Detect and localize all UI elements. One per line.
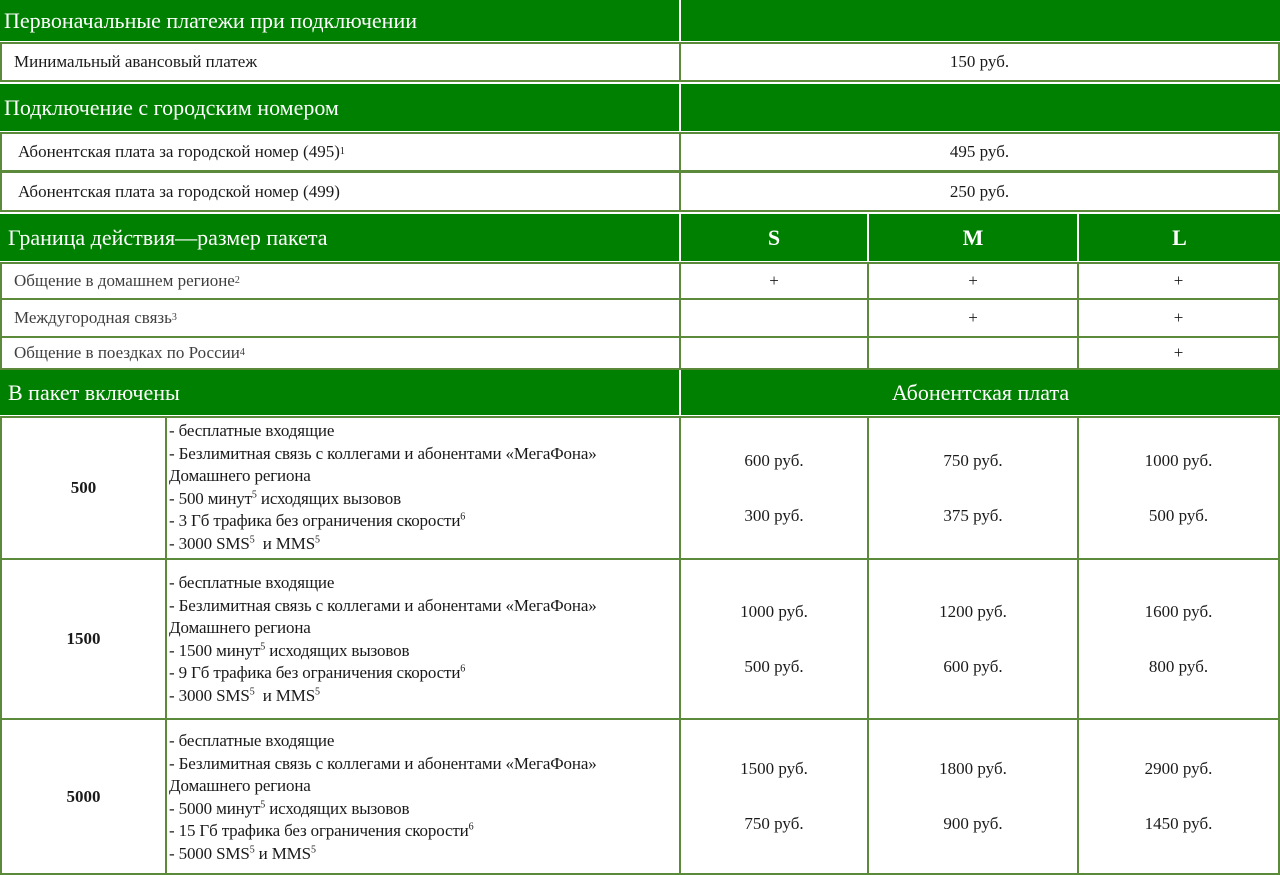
package-500-feature-unlimited: - Безлимитная связь с коллегами и абонентами «МегаФона» xyxy=(169,443,597,463)
scope-travel-label: Общение в поездках по России 4 xyxy=(0,336,681,370)
scope-longdistance-label-text: Междугородная связь xyxy=(14,308,172,327)
size-l-header: L xyxy=(1079,214,1280,261)
initial-row xyxy=(0,42,1280,82)
scope-travel-label-text: Общение в поездках по России xyxy=(14,343,240,362)
package-500-minutes-note: 5 xyxy=(251,488,257,500)
package-500-feature-sms xyxy=(169,533,679,556)
package-500-feature-region: Домашнего региона xyxy=(169,466,311,485)
package-1500-price-l-full: 1600 руб. xyxy=(1144,601,1213,621)
package-500-feature-incoming: - бесплатные входящие xyxy=(169,421,335,440)
scope-longdistance-l: + xyxy=(1077,298,1280,338)
city-495-label: Абонентская плата за городской номер (495) 1 xyxy=(0,132,681,172)
package-5000-traffic-note: 6 xyxy=(468,821,474,833)
city-header-filler xyxy=(681,84,1280,131)
package-1500-feature-unlimited: - Безлимитная связь с коллегами и абонентами «МегаФона» xyxy=(169,595,597,615)
scope-home-s: + xyxy=(679,262,869,300)
package-500-price-m-half: 375 руб. xyxy=(943,505,1003,525)
scope-row-longdistance xyxy=(0,298,1280,338)
package-500-price-s-half: 300 руб. xyxy=(744,505,804,525)
package-5000-price-s xyxy=(679,718,869,875)
package-500-minutes-b: исходящих вызовов xyxy=(256,488,402,508)
package-500-features xyxy=(165,416,681,560)
city-row-495 xyxy=(0,132,1280,172)
package-5000-price-l-full: 2900 руб. xyxy=(1144,759,1213,778)
package-1500-price-s xyxy=(679,558,869,720)
package-1500-sms-note: 5 xyxy=(249,685,255,697)
package-5000-feature-incoming: - бесплатные входящие xyxy=(169,731,335,750)
package-1500-sms-b: и MMS xyxy=(254,685,316,705)
package-row-1500 xyxy=(0,558,1280,720)
min-advance-value: 150 руб. xyxy=(679,42,1280,82)
scope-header-row xyxy=(0,214,1280,262)
package-500-sms-a: - 3000 SMS xyxy=(169,533,250,553)
package-500-price-s xyxy=(679,416,869,560)
package-5000-feature-sms xyxy=(169,843,679,866)
package-1500-sms-a: - 3000 SMS xyxy=(169,685,250,705)
package-5000-sms-note: 5 xyxy=(249,843,255,855)
package-5000-traffic-a: - 15 Гб трафика без ограничения скорости xyxy=(169,821,469,840)
city-header: Подключение с городским номером xyxy=(0,84,679,131)
package-5000-price-s-half: 750 руб. xyxy=(744,814,804,833)
package-500-traffic-note: 6 xyxy=(460,511,466,523)
package-5000-feature-minutes xyxy=(169,798,679,821)
package-5000-feature-unlimited: - Безлимитная связь с коллегами и абонентами «МегаФона» xyxy=(169,753,597,773)
city-495-label-text: Абонентская плата за городской номер (495) xyxy=(18,142,340,161)
package-500-feature-minutes xyxy=(169,488,679,511)
package-5000-sms-b: и MMS xyxy=(254,843,311,863)
package-1500-feature-region: Домашнего региона xyxy=(169,618,311,637)
package-1500-feature-incoming: - бесплатные входящие xyxy=(169,573,335,592)
package-5000-price-l xyxy=(1077,718,1280,875)
package-500-name: 500 xyxy=(0,416,167,560)
city-499-label: Абонентская плата за городской номер (499) xyxy=(0,171,681,212)
package-500-price-l xyxy=(1077,416,1280,560)
package-5000-price-m xyxy=(867,718,1079,875)
size-s-header: S xyxy=(681,214,867,261)
package-500-feature-traffic xyxy=(169,510,679,533)
city-row-499 xyxy=(0,171,1280,212)
city-495-value: 495 руб. xyxy=(679,132,1280,172)
scope-header: Граница действия—размер пакета xyxy=(0,214,679,261)
package-1500-minutes-a: - 1500 минут xyxy=(169,640,261,660)
packages-header-row xyxy=(0,370,1280,416)
package-5000-minutes-a: - 5000 минут xyxy=(169,798,261,818)
initial-header-filler xyxy=(681,0,1280,41)
package-5000-feature-traffic xyxy=(169,820,679,843)
package-5000-name: 5000 xyxy=(0,718,167,875)
package-500-price-l-full: 1000 руб. xyxy=(1144,450,1213,470)
package-1500-price-m xyxy=(867,558,1079,720)
package-500-minutes-a: - 500 минут xyxy=(169,488,252,508)
packages-header-left: В пакет включены xyxy=(0,370,679,415)
package-1500-name: 1500 xyxy=(0,558,167,720)
initial-header-row xyxy=(0,0,1280,42)
package-500-price-l-half: 500 руб. xyxy=(1148,505,1209,525)
package-5000-price-m-full: 1800 руб. xyxy=(939,759,1007,778)
package-row-5000 xyxy=(0,718,1280,875)
scope-longdistance-m: + xyxy=(867,298,1079,338)
scope-home-label-text: Общение в домашнем регионе xyxy=(14,271,235,290)
scope-travel-s xyxy=(679,336,869,370)
scope-longdistance-label: Междугородная связь 3 xyxy=(0,298,681,338)
package-500-sms-note: 5 xyxy=(249,533,255,545)
scope-longdistance-s xyxy=(679,298,869,338)
package-1500-feature-minutes xyxy=(169,640,679,663)
package-1500-minutes-b: исходящих вызовов xyxy=(265,640,410,660)
city-499-value: 250 руб. xyxy=(679,171,1280,212)
package-1500-feature-sms xyxy=(169,685,679,708)
package-5000-feature-region: Домашнего региона xyxy=(169,776,311,795)
city-header-row xyxy=(0,84,1280,132)
package-5000-price-s-full: 1500 руб. xyxy=(740,759,808,778)
scope-row-travel xyxy=(0,336,1280,370)
package-1500-feature-traffic xyxy=(169,662,679,685)
scope-travel-l: + xyxy=(1077,336,1280,370)
package-5000-mms-note: 5 xyxy=(310,843,316,855)
package-1500-price-l-half: 800 руб. xyxy=(1148,656,1209,676)
package-1500-price-m-full: 1200 руб. xyxy=(939,601,1007,621)
package-1500-mms-note: 5 xyxy=(315,685,320,697)
package-500-mms-note: 5 xyxy=(315,533,320,545)
package-5000-price-m-half: 900 руб. xyxy=(943,814,1003,833)
package-1500-price-m-half: 600 руб. xyxy=(943,656,1003,676)
scope-home-m: + xyxy=(867,262,1079,300)
min-advance-label: Минимальный авансовый платеж xyxy=(0,42,681,82)
package-1500-features xyxy=(165,558,681,720)
package-row-500 xyxy=(0,416,1280,560)
package-1500-price-s-full: 1000 руб. xyxy=(740,601,808,621)
package-500-traffic-a: - 3 Гб трафика без ограничения скорости xyxy=(169,511,461,530)
package-1500-price-s-half: 500 руб. xyxy=(744,656,804,676)
package-5000-features xyxy=(165,718,681,875)
package-5000-price-l-half: 1450 руб. xyxy=(1144,814,1213,833)
package-500-price-m xyxy=(867,416,1079,560)
package-1500-traffic-note: 6 xyxy=(460,663,466,675)
package-1500-minutes-note: 5 xyxy=(260,640,266,652)
initial-header: Первоначальные платежи при подключении xyxy=(0,0,679,41)
package-1500-traffic-a: - 9 Гб трафика без ограничения скорости xyxy=(169,663,461,682)
package-5000-minutes-b: исходящих вызовов xyxy=(265,798,410,818)
packages-header-right: Абонентская плата xyxy=(681,370,1280,415)
package-500-price-m-full: 750 руб. xyxy=(943,450,1003,470)
scope-row-home xyxy=(0,262,1280,300)
scope-home-l: + xyxy=(1077,262,1280,300)
package-1500-price-l xyxy=(1077,558,1280,720)
size-m-header: M xyxy=(869,214,1077,261)
package-5000-minutes-note: 5 xyxy=(260,798,266,810)
scope-travel-m xyxy=(867,336,1079,370)
package-500-sms-b: и MMS xyxy=(254,533,316,553)
package-500-price-s-full: 600 руб. xyxy=(744,450,804,470)
scope-home-label: Общение в домашнем регионе 2 xyxy=(0,262,681,300)
package-5000-sms-a: - 5000 SMS xyxy=(169,843,250,863)
